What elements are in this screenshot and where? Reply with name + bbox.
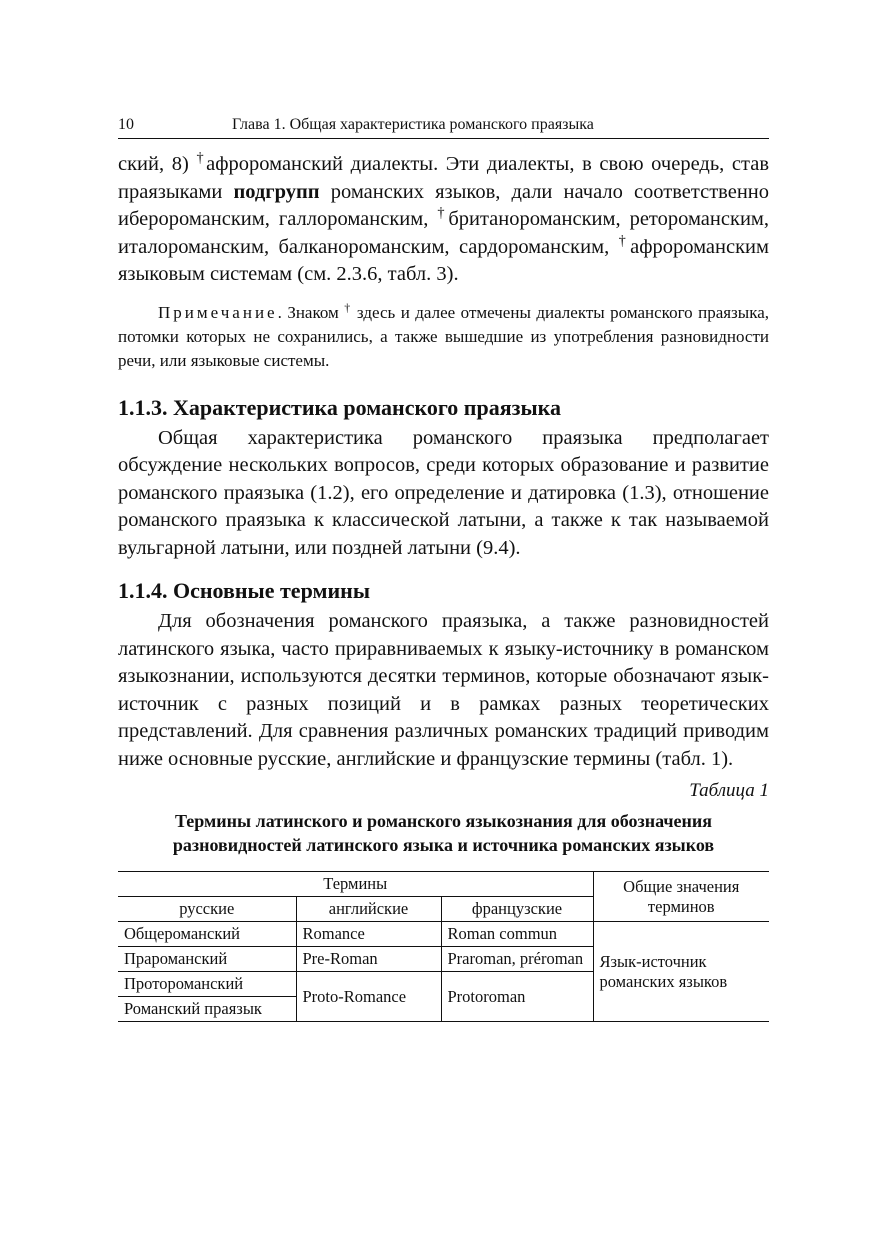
note-text: здесь и далее отмечены диалекты романского праязыка, потомки которых не сохранились, а также вышедшие из употребления разновидности речи, или языковые системы. (118, 302, 769, 370)
section-paragraph: Общая характеристика романского праязыка предполагает обсуждение нескольких вопросов, среди которых образование и развитие романского праязыка (1.2), его определение и датировка (1.3), отношение романского праязыка к классической латыни, а также к так называемой вульгарной латыни, или поздней латыни (9.4). (118, 426, 769, 559)
section-body (118, 425, 769, 563)
note-text: . Знаком (277, 302, 345, 322)
section-heading: 1.1.4. Основные термины (118, 578, 370, 603)
header-terms: Термины (118, 872, 593, 897)
cell-french: Roman commun (441, 922, 593, 947)
section-heading: 1.1.3. Характеристика романского праязыка (118, 394, 561, 420)
header-general-meaning: Общие значения терминов (593, 872, 769, 922)
terms-table (118, 871, 769, 1022)
dagger-mark: † (618, 232, 631, 249)
cell-english: Romance (296, 922, 441, 947)
table-title-line: разновидностей латинского языка и источника романских языков (172, 835, 715, 855)
dagger-mark: † (344, 299, 352, 314)
header-french: французские (441, 897, 593, 922)
table-title (118, 809, 769, 857)
note-paragraph (118, 301, 769, 373)
cell-french: Protoroman (441, 972, 593, 1022)
section-paragraph: Для обозначения романского праязыка, а также разновидностей латинского языка, часто приравниваемых к языку-источнику в романском языкознании, используются десятки терминов, которые обозначают язык-источник с разных позиций и в рамках разных теоретических представлений. Для сравнения различных романских традиций приводим ниже основные русские, английские и французские термины (табл. 1). (118, 610, 769, 770)
paragraph-text: афророманским языковым системам (см. 2.3.6, табл. 3). (118, 235, 769, 285)
paragraph-text: британороманским, ретороманским, италороманским, балканороманским, сардороманским, (118, 208, 770, 258)
dagger-mark: † (437, 205, 449, 222)
section-body (118, 608, 769, 773)
cell-russian: Общероманский (118, 922, 296, 947)
cell-english: Pre-Roman (296, 947, 441, 972)
paragraph-text: романских языков, дали начало соответственно иберороманским, галлороманским, (118, 180, 770, 230)
cell-russian: Прароманский (118, 947, 296, 972)
cell-russian: Романский праязык (118, 997, 296, 1022)
cell-russian: Протороманский (118, 972, 296, 997)
table-label: Таблица 1 (689, 780, 769, 801)
header-english: английские (296, 897, 441, 922)
running-header (118, 112, 769, 139)
paragraph-text: ский, 8) (118, 153, 197, 175)
dagger-mark: † (196, 150, 207, 167)
cell-english: Proto-Romance (296, 972, 441, 1022)
page-number: 10 (118, 116, 134, 133)
table-row (118, 922, 769, 947)
table-title-line: Термины латинского и романского языкознания для обозначения (174, 811, 713, 831)
header-russian: русские (118, 897, 296, 922)
chapter-title: Глава 1. Общая характеристика романского праязыка (232, 116, 594, 133)
cell-french: Praroman, préroman (441, 947, 593, 972)
page (118, 112, 769, 1022)
note-label: Примечание (158, 302, 278, 322)
bold-term: подгрупп (233, 180, 320, 203)
paragraph-text: афророманский диалекты. Эти диалекты, в свою очередь, став праязыками (118, 153, 770, 203)
paragraph-continued (118, 151, 769, 289)
cell-general-meaning: Язык-источник романских языков (593, 922, 769, 1022)
